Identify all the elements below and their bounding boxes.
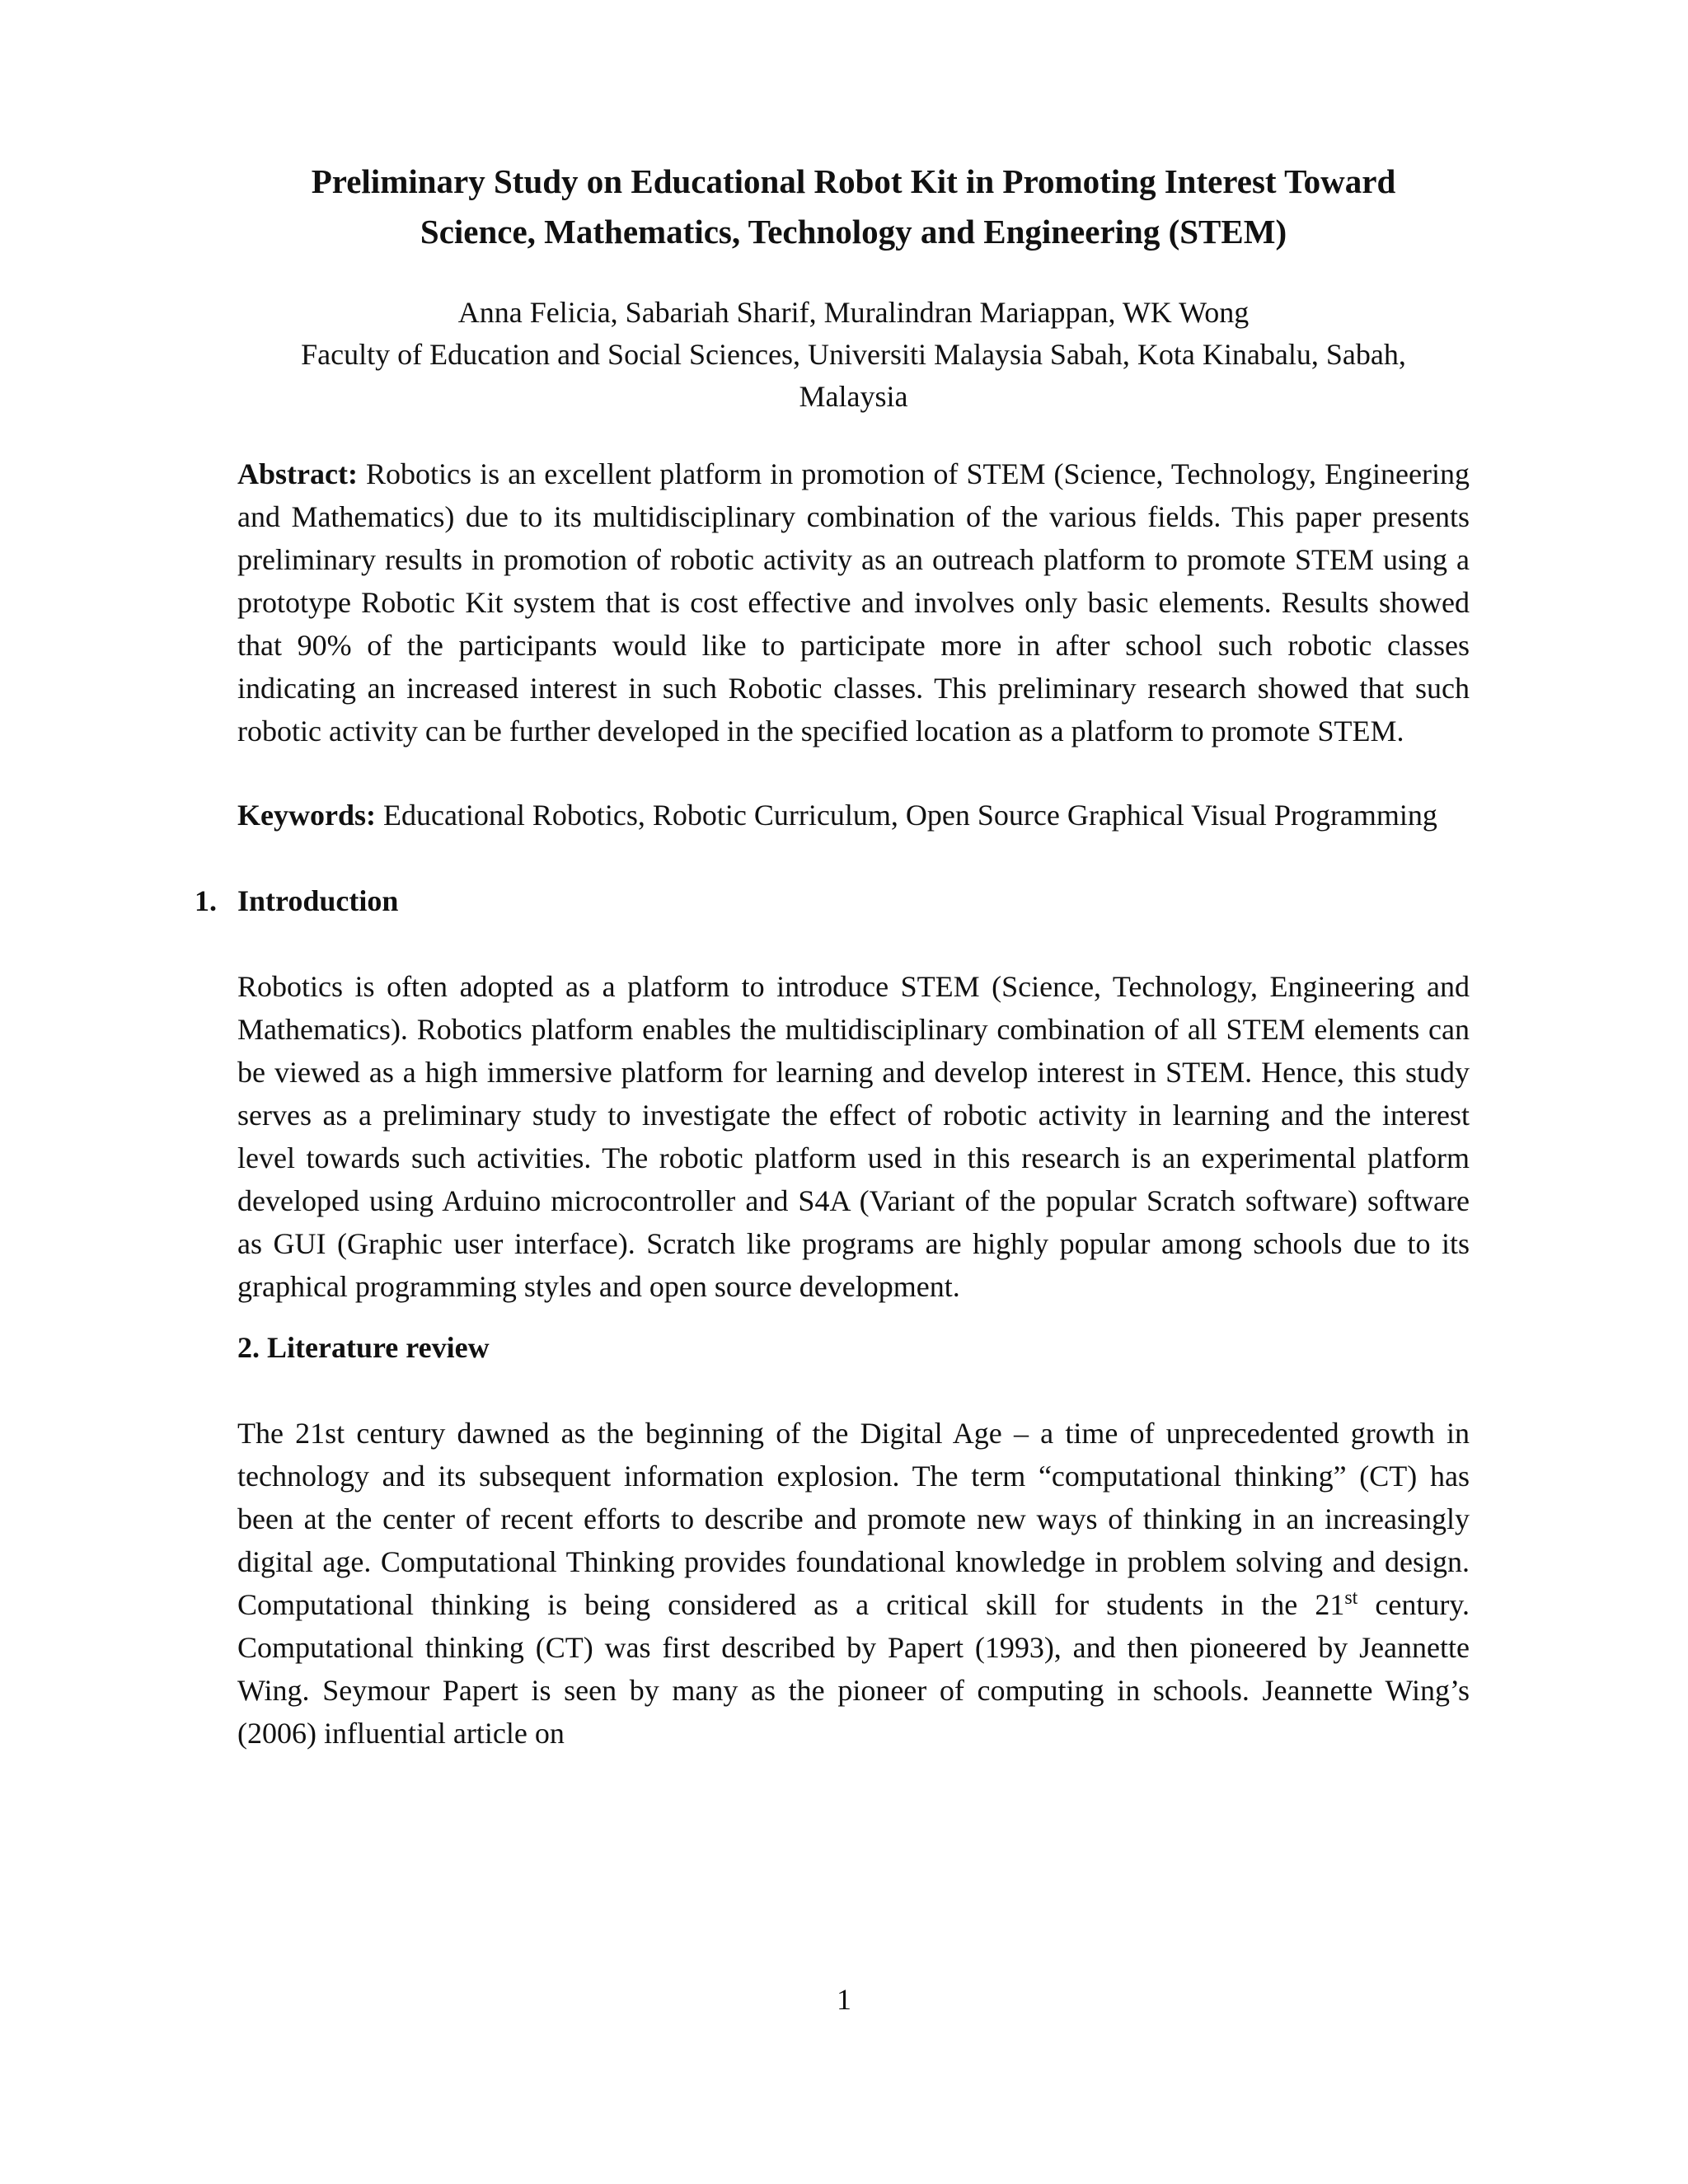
section-heading-literature-review: 2. Literature review bbox=[237, 1331, 490, 1364]
abstract-label: Abstract: bbox=[237, 457, 358, 490]
keywords-text: Educational Robotics, Robotic Curriculum, Open Source Graphical Visual Programming bbox=[382, 799, 1437, 832]
keywords-paragraph bbox=[237, 794, 1470, 837]
author-list: Anna Felicia, Sabariah Sharif, Muralindran Mariappan, WK Wong bbox=[457, 296, 1250, 329]
abstract-text: Robotics is an excellent platform in promotion of STEM (Science, Technology, Engineering and Mathematics) due to its multidisciplinary combination of the various fields. This paper presents preliminary results in promotion of robotic activity as an outreach platform to promote STEM using a prototype Robotic Kit system that is cost effective and involves only basic elements. Results showed that 90% of the participants would like to participate more in after school such robotic classes indicating an increased interest in such Robotic classes. This preliminary research showed that such robotic activity can be further developed in the specified location as a platform to promote STEM. bbox=[237, 457, 1470, 748]
paper-title-line-1: Preliminary Study on Educational Robot Kit in Promoting Interest Toward bbox=[311, 162, 1396, 200]
ordinal-superscript: st bbox=[1344, 1587, 1358, 1609]
paper-title bbox=[237, 157, 1470, 257]
abstract-paragraph bbox=[237, 452, 1470, 752]
page-content bbox=[195, 157, 1470, 1755]
introduction-paragraph: Robotics is often adopted as a platform to introduce STEM (Science, Technology, Engineering and Mathematics). Robotics platform enables the multidisciplinary combination of all STEM elements can be viewed as a high immersive platform for learning and develop interest in STEM. Hence, this study serves as a preliminary study to investigate the effect of robotic activity in learning and the interest level towards such activities. The robotic platform used in this research is an experimental platform developed using Arduino microcontroller and S4A (Variant of the popular Scratch software) software as GUI (Graphic user interface). Scratch like programs are highly popular among schools due to its graphical programming styles and open source development. bbox=[237, 970, 1470, 1303]
author-block bbox=[237, 292, 1470, 418]
section-number: 1. bbox=[195, 884, 217, 917]
affiliation-line-2: Malaysia bbox=[799, 380, 908, 413]
literature-text-part-1: The 21st century dawned as the beginning of the Digital Age – a time of unprecedented growth in technology and its subsequent information explosion. The term “computational thinking” (CT) has been at the center of recent efforts to describe and promote new ways of thinking in an increasingly digital age. Computational Thinking provides foundational knowledge in problem solving and design. Computational thinking is being considered as a critical skill for students in the 21 bbox=[237, 1417, 1470, 1621]
keywords-label: Keywords: bbox=[237, 799, 376, 832]
section-title: Introduction bbox=[237, 884, 399, 917]
section-heading-introduction bbox=[195, 879, 1470, 922]
paper-title-line-2: Science, Mathematics, Technology and Engineering (STEM) bbox=[420, 213, 1287, 251]
literature-text-part-2: century. Computational thinking (CT) was first described by Papert (1993), and then pioneered by Jeannette Wing. Seymour Papert is seen by many as the pioneer of computing in schools. Jeannette Wing’s (2006) influential article on bbox=[237, 1588, 1470, 1750]
literature-review-paragraph bbox=[237, 1412, 1470, 1755]
affiliation-line-1: Faculty of Education and Social Sciences, Universiti Malaysia Sabah, Kota Kinabalu, Sabah, bbox=[301, 338, 1406, 371]
page-number: 1 bbox=[837, 1983, 851, 2016]
